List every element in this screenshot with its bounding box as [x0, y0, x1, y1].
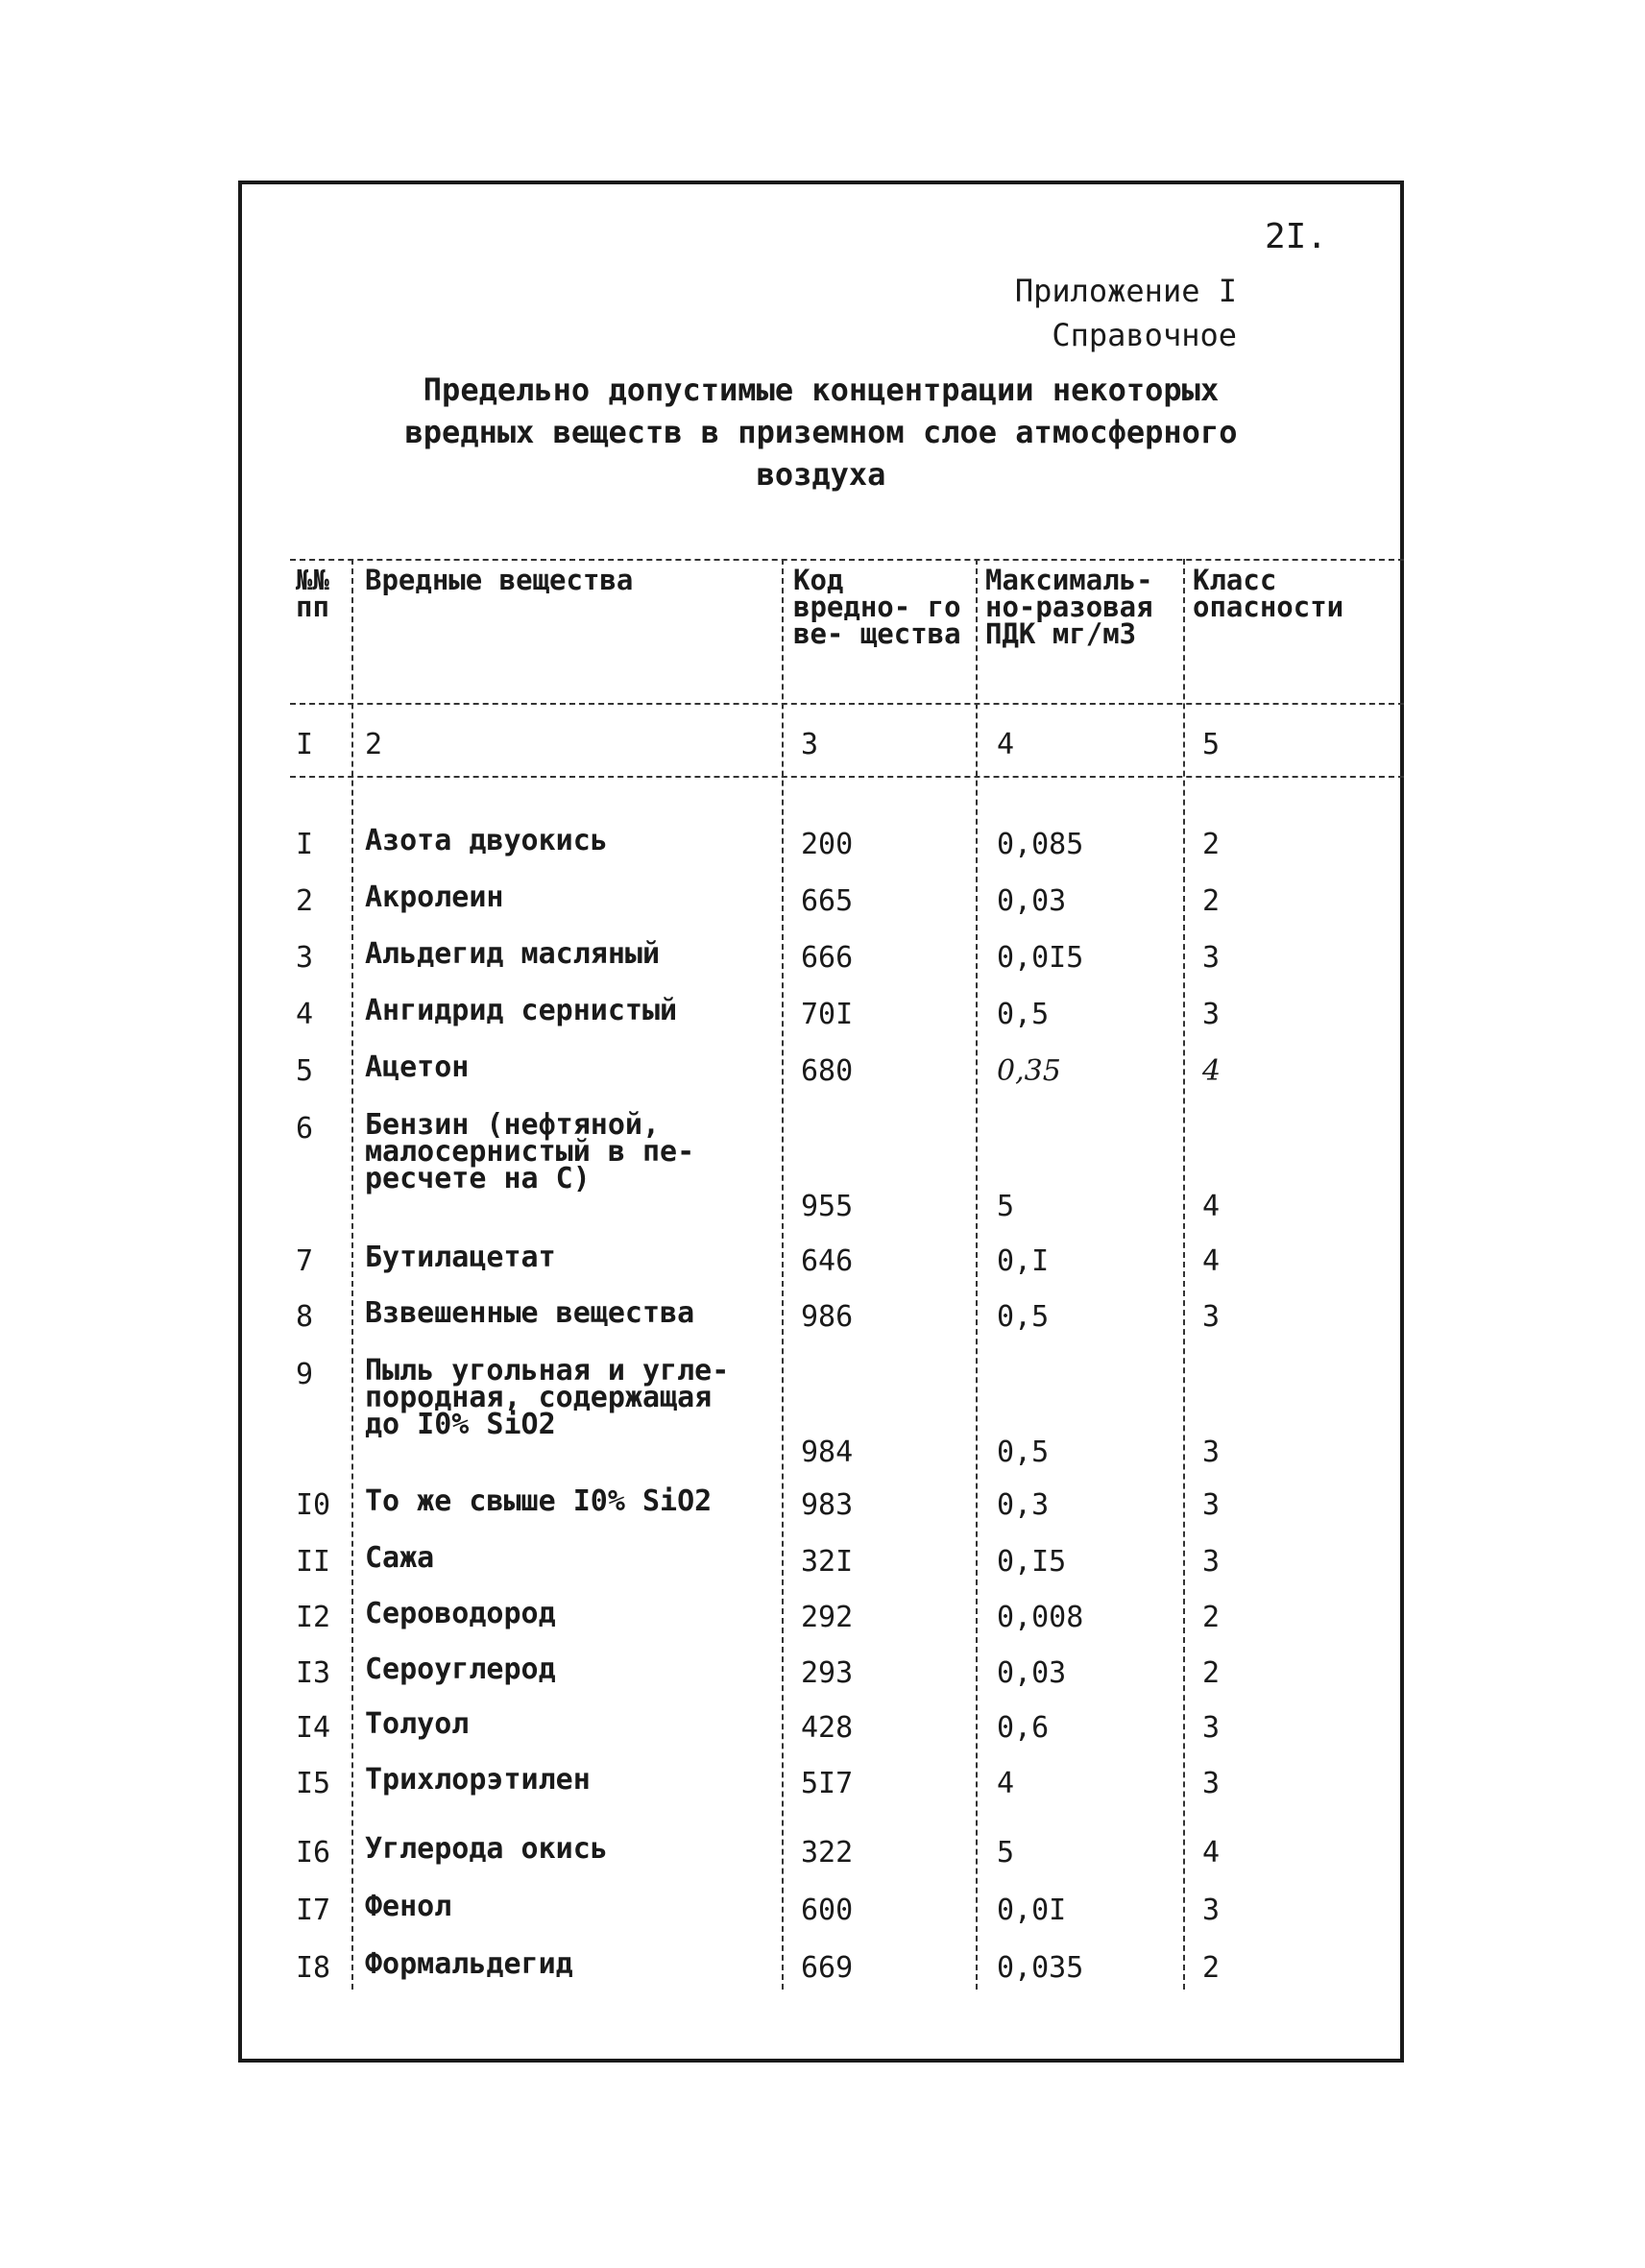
- substance-code: 32I: [801, 1545, 854, 1579]
- column-rule-3: [976, 559, 978, 1990]
- substance-code: 666: [801, 941, 854, 975]
- hazard-class: 3: [1202, 1767, 1221, 1800]
- hazard-class: 4: [1202, 1054, 1222, 1088]
- hazard-class: 3: [1202, 1488, 1221, 1522]
- title-line-3: воздуха: [756, 456, 886, 493]
- substance-name: Акролеин: [365, 881, 504, 914]
- hazard-class: 2: [1202, 1656, 1221, 1690]
- row-number: I6: [296, 1836, 331, 1870]
- header-pdk: Максималь- но-разовая ПДК мг/м3: [985, 564, 1153, 650]
- hazard-class: 2: [1202, 828, 1221, 861]
- substance-name: Бензин (нефтяной, малосернистый в пе- ресчете на С): [365, 1108, 695, 1195]
- row-number: 4: [296, 998, 314, 1031]
- row-number: 7: [296, 1244, 314, 1278]
- substance-name: Взвешенные вещества: [365, 1296, 695, 1330]
- substance-name: Сажа: [365, 1541, 435, 1575]
- substance-name: Азота двуокись: [365, 824, 608, 857]
- row-number: I7: [296, 1894, 331, 1927]
- column-rule-1: [351, 559, 353, 1990]
- hazard-class: 2: [1202, 884, 1221, 918]
- substance-code: 984: [801, 1436, 854, 1469]
- substance-name: Бутилацетат: [365, 1241, 556, 1274]
- substance-code: 983: [801, 1488, 854, 1522]
- column-number-4: 4: [997, 728, 1015, 761]
- max-pdk: 0,5: [997, 998, 1050, 1031]
- substance-name: Углерода окись: [365, 1832, 608, 1866]
- hazard-class: 3: [1202, 1436, 1221, 1469]
- hazard-class: 2: [1202, 1601, 1221, 1634]
- max-pdk: 0,0I5: [997, 941, 1084, 975]
- max-pdk: 0,35: [997, 1054, 1061, 1088]
- max-pdk: 5: [997, 1190, 1015, 1223]
- column-number-1: I: [296, 728, 314, 761]
- substance-name: Сероводород: [365, 1597, 556, 1630]
- header-code: Код вредно- го ве- щества: [793, 564, 961, 650]
- substance-name: Ангидрид сернистый: [365, 994, 678, 1027]
- header-num: №№ пп: [296, 564, 329, 623]
- substance-name: Пыль угольная и угле- породная, содержащая до I0% SiO2: [365, 1354, 730, 1441]
- substance-name: То же свыше I0% SiO2: [365, 1484, 713, 1518]
- page-frame: [238, 181, 1404, 2063]
- max-pdk: 0,I5: [997, 1545, 1067, 1579]
- row-number: 9: [296, 1358, 314, 1391]
- row-number: 2: [296, 884, 314, 918]
- row-number: I8: [296, 1951, 331, 1985]
- row-number: I0: [296, 1488, 331, 1522]
- hazard-class: 4: [1202, 1836, 1221, 1870]
- substance-code: 322: [801, 1836, 854, 1870]
- max-pdk: 0,5: [997, 1300, 1050, 1334]
- substance-name: Толуол: [365, 1707, 470, 1741]
- max-pdk: 0,085: [997, 828, 1084, 861]
- substance-code: 955: [801, 1190, 854, 1223]
- hazard-class: 3: [1202, 998, 1221, 1031]
- hazard-class: 3: [1202, 1894, 1221, 1927]
- column-rule-2: [782, 559, 784, 1990]
- substance-code: 5I7: [801, 1767, 854, 1800]
- row-number: 5: [296, 1054, 314, 1088]
- table-row: [290, 1108, 1404, 1223]
- table-row: [290, 1354, 1404, 1469]
- hazard-class: 3: [1202, 1711, 1221, 1745]
- row-number: I5: [296, 1767, 331, 1800]
- substance-code: 200: [801, 828, 854, 861]
- max-pdk: 0,3: [997, 1488, 1050, 1522]
- row-number: I: [296, 828, 314, 861]
- hazard-class: 2: [1202, 1951, 1221, 1985]
- substance-code: 665: [801, 884, 854, 918]
- column-number-3: 3: [801, 728, 819, 761]
- substance-code: 986: [801, 1300, 854, 1334]
- table-top-rule: [290, 559, 1404, 561]
- max-pdk: 0,008: [997, 1601, 1084, 1634]
- hazard-class: 3: [1202, 1545, 1221, 1579]
- row-number: 6: [296, 1112, 314, 1146]
- max-pdk: 0,6: [997, 1711, 1050, 1745]
- concentration-table: [290, 559, 1404, 1990]
- max-pdk: 0,03: [997, 884, 1067, 918]
- substance-name: Трихлорэтилен: [365, 1763, 591, 1797]
- substance-code: 293: [801, 1656, 854, 1690]
- max-pdk: 0,03: [997, 1656, 1067, 1690]
- substance-code: 292: [801, 1601, 854, 1634]
- column-number-2: 2: [365, 728, 383, 761]
- document-title: [242, 369, 1400, 495]
- column-number-rule: [290, 776, 1404, 778]
- max-pdk: 5: [997, 1836, 1015, 1870]
- page-number: 2I.: [1264, 217, 1327, 256]
- max-pdk: 4: [997, 1767, 1015, 1800]
- hazard-class: 3: [1202, 941, 1221, 975]
- max-pdk: 0,0I: [997, 1894, 1067, 1927]
- max-pdk: 0,5: [997, 1436, 1050, 1469]
- max-pdk: 0,035: [997, 1951, 1084, 1985]
- substance-code: 646: [801, 1244, 854, 1278]
- row-number: 8: [296, 1300, 314, 1334]
- title-line-2: вредных веществ в приземном слое атмосферного: [404, 414, 1238, 450]
- substance-name: Ацетон: [365, 1050, 470, 1084]
- header-class: Класс опасности: [1193, 564, 1344, 623]
- hazard-class: 4: [1202, 1190, 1221, 1223]
- substance-name: Альдегид масляный: [365, 937, 661, 971]
- header-name: Вредные вещества: [365, 564, 634, 596]
- substance-name: Сероуглерод: [365, 1653, 556, 1686]
- title-line-1: Предельно допустимые концентрации некоторых: [423, 372, 1220, 408]
- row-number: 3: [296, 941, 314, 975]
- row-number: I4: [296, 1711, 331, 1745]
- substance-code: 680: [801, 1054, 854, 1088]
- max-pdk: 0,I: [997, 1244, 1050, 1278]
- substance-code: 669: [801, 1951, 854, 1985]
- substance-code: 70I: [801, 998, 854, 1031]
- appendix-label: [1015, 269, 1237, 357]
- substance-name: Формальдегид: [365, 1947, 573, 1981]
- header-rule: [290, 703, 1404, 705]
- row-number: II: [296, 1545, 331, 1579]
- hazard-class: 4: [1202, 1244, 1221, 1278]
- column-rule-4: [1183, 559, 1185, 1990]
- substance-code: 600: [801, 1894, 854, 1927]
- substance-code: 428: [801, 1711, 854, 1745]
- row-number: I3: [296, 1656, 331, 1690]
- substance-name: Фенол: [365, 1890, 452, 1923]
- appendix-line-2: Справочное: [1052, 317, 1237, 353]
- column-number-5: 5: [1202, 728, 1221, 761]
- row-number: I2: [296, 1601, 331, 1634]
- hazard-class: 3: [1202, 1300, 1221, 1334]
- appendix-line-1: Приложение I: [1014, 273, 1237, 309]
